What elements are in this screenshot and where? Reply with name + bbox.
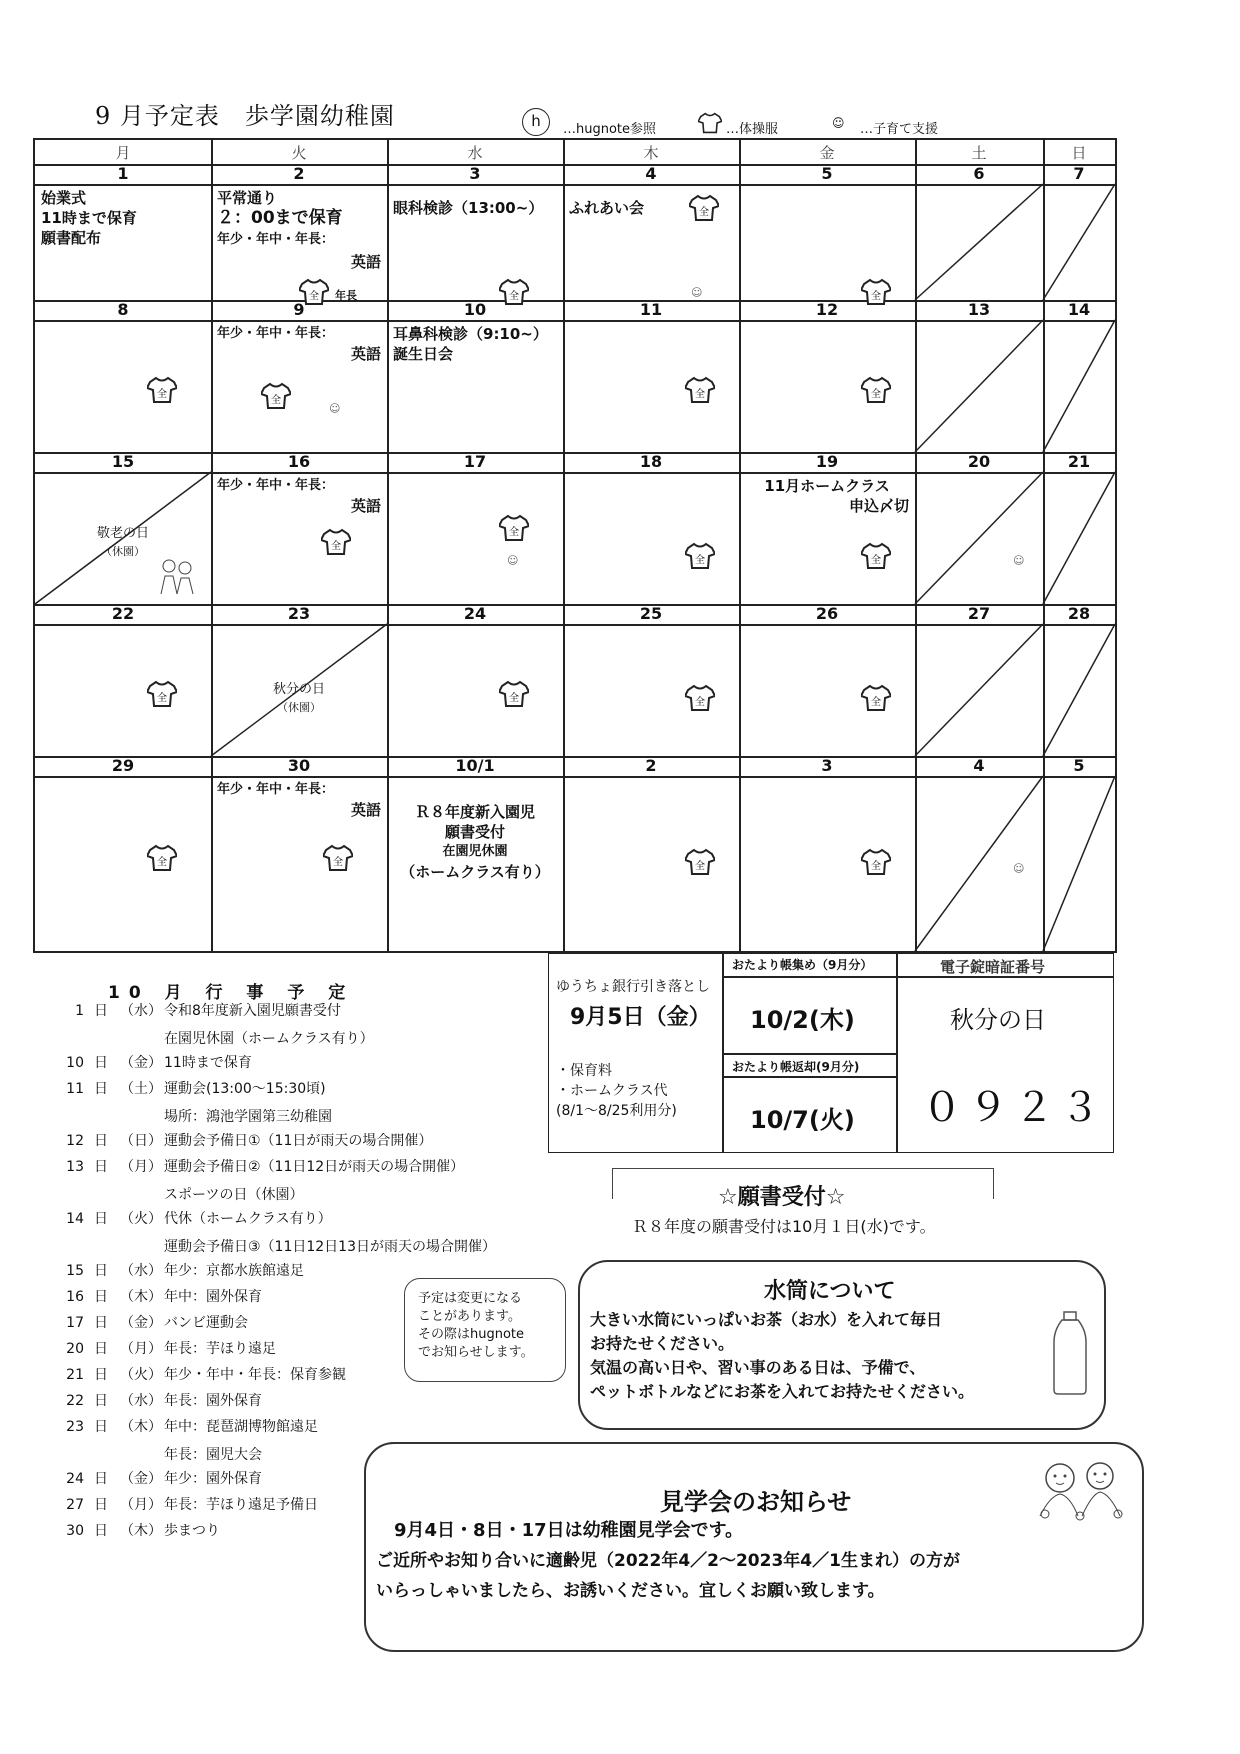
svg-text:全: 全	[157, 693, 167, 704]
weekday-header: 日	[1071, 144, 1087, 162]
event-text: 年少・年中・年長：	[217, 478, 335, 493]
october-event-row: 30 日 （木） 歩まつり	[66, 1523, 220, 1539]
tshirt-icon	[147, 680, 177, 708]
tshirt-icon	[499, 514, 529, 542]
svg-text:全: 全	[157, 857, 167, 868]
lock-code: ０９２３	[922, 1085, 1106, 1131]
date-number: 10/1	[455, 756, 495, 775]
change-note: 予定は変更になる ことがあります。 その際はhugnote でお知らせします。	[418, 1291, 534, 1360]
date-number: 29	[111, 756, 135, 775]
legend-uniform: …体操服	[726, 122, 779, 137]
date-number: 25	[639, 604, 663, 623]
smile-icon: ☺	[507, 554, 519, 567]
october-event-row: 20 日 （月） 年長：芋ほり遠足	[66, 1341, 276, 1357]
tshirt-icon	[299, 278, 329, 306]
date-number: 21	[1067, 452, 1091, 471]
application-text: Ｒ８年度の願書受付は10月１日(水)です。	[632, 1217, 936, 1236]
bank-item-fee: ・保育料	[556, 1063, 612, 1079]
svg-text:全: 全	[871, 291, 881, 302]
svg-text:全: 全	[309, 291, 319, 302]
otayori-return-label: おたより帳返却(9月分)	[732, 1060, 860, 1074]
application-title: ☆願書受付☆	[718, 1185, 846, 1210]
weekday-header: 水	[467, 144, 483, 162]
tour-line3: いらっしゃいましたら、お誘いください。宜しくお願い致します。	[376, 1581, 885, 1601]
event-text: 願書配布	[41, 229, 102, 247]
smile-icon: ☺	[691, 286, 703, 299]
holiday-strike	[915, 624, 1043, 756]
calendar-grid	[33, 138, 1117, 953]
smile-icon: ☺	[1013, 862, 1025, 875]
smile-icon: ☺	[832, 116, 845, 130]
water-title: 水筒について	[764, 1279, 896, 1304]
svg-text:全: 全	[157, 389, 167, 400]
october-event-row: 27 日 （月） 年長：芋ほり遠足予備日	[66, 1497, 318, 1513]
tshirt-icon	[861, 376, 891, 404]
legend-hugnote: …hugnote参照	[563, 122, 657, 137]
holiday-strike	[915, 320, 1043, 452]
hugnote-icon: h	[522, 108, 550, 136]
tshirt-icon	[861, 542, 891, 570]
tshirt-icon	[147, 376, 177, 404]
tshirt-icon	[321, 528, 351, 556]
bottle-icon	[1050, 1310, 1090, 1396]
tshirt-icon	[499, 680, 529, 708]
event-text: 年長	[335, 289, 357, 302]
svg-text:全: 全	[271, 395, 281, 406]
october-event-continuation: 在園児休園（ホームクラス有り）	[164, 1031, 374, 1047]
tshirt-icon	[861, 848, 891, 876]
otayori-return-date: 10/7(火)	[750, 1106, 855, 1134]
smile-icon: ☺	[329, 402, 341, 415]
holiday-strike	[915, 472, 1043, 604]
weekday-header: 木	[643, 144, 659, 162]
svg-text:全: 全	[509, 527, 519, 538]
october-schedule-title: 10 月 行 事 予 定	[108, 983, 355, 1003]
date-number: 11	[639, 300, 663, 319]
october-event-row: 13 日 （月） 運動会予備日②（11日12日が雨天の場合開催）	[66, 1159, 465, 1175]
holiday-strike	[1043, 184, 1115, 300]
date-number: 14	[1067, 300, 1091, 319]
smile-icon: ☺	[1013, 554, 1025, 567]
date-number: 5	[821, 164, 833, 183]
event-text: 年少・年中・年長：	[217, 232, 335, 247]
date-number: 8	[117, 300, 129, 319]
bank-date: 9月5日（金）	[570, 1005, 711, 1030]
event-text: 耳鼻科検診（9:10~）	[393, 325, 548, 343]
lock-holiday: 秋分の日	[950, 1006, 1046, 1034]
october-event-row: 1 日 （水） 令和8年度新入園児願書受付	[75, 1003, 341, 1019]
holiday-strike	[1043, 320, 1115, 452]
event-text: ２：00まで保育	[217, 208, 343, 228]
event-text: （休園）	[101, 545, 145, 558]
event-text: 申込〆切	[848, 497, 909, 515]
october-event-row: 10 日 （金） 11時まで保育	[66, 1055, 252, 1071]
weekday-header: 金	[819, 144, 835, 162]
date-number: 16	[287, 452, 311, 471]
bank-item-period: (8/1～8/25利用分)	[556, 1103, 677, 1119]
event-text: Ｒ８年度新入園児	[414, 803, 535, 821]
bank-label: ゆうちょ銀行引き落とし	[556, 979, 710, 995]
october-event-row: 24 日 （金） 年少：園外保育	[66, 1471, 262, 1487]
date-number: 10	[463, 300, 487, 319]
event-text: （休園）	[277, 701, 321, 714]
svg-text:全: 全	[331, 541, 341, 552]
date-number: 17	[463, 452, 487, 471]
date-number: 4	[645, 164, 657, 183]
otayori-collect-date: 10/2(木)	[750, 1006, 855, 1034]
svg-text:全: 全	[333, 857, 343, 868]
october-event-continuation: 場所：鴻池学園第三幼稚園	[164, 1109, 332, 1125]
tshirt-icon	[147, 844, 177, 872]
tshirt-icon	[499, 278, 529, 306]
svg-text:全: 全	[695, 861, 705, 872]
holiday-strike	[1043, 624, 1115, 756]
date-number: 1	[117, 164, 129, 183]
page-title: 9 月予定表 歩学園幼稚園	[95, 102, 395, 130]
october-event-row: 22 日 （水） 年長：園外保育	[66, 1393, 262, 1409]
tshirt-icon	[261, 382, 291, 410]
event-text: （ホームクラス有り）	[400, 863, 550, 881]
date-number: 19	[815, 452, 839, 471]
svg-text:全: 全	[699, 207, 709, 218]
date-number: 7	[1073, 164, 1085, 183]
event-text: 英語	[350, 253, 381, 271]
svg-text:全: 全	[871, 555, 881, 566]
event-text: 平常通り	[217, 189, 278, 207]
svg-text:全: 全	[871, 389, 881, 400]
event-text: 始業式	[41, 189, 87, 207]
tshirt-icon	[685, 376, 715, 404]
svg-text:全: 全	[871, 697, 881, 708]
tshirt-icon	[861, 684, 891, 712]
october-event-row: 23 日 （木） 年中：琵琶湖博物館遠足	[66, 1419, 318, 1435]
date-number: 6	[973, 164, 985, 183]
date-number: 20	[967, 452, 991, 471]
holiday-strike	[915, 184, 1043, 300]
lock-label: 電子錠暗証番号	[940, 958, 1046, 976]
tshirt-icon	[685, 542, 715, 570]
date-number: 15	[111, 452, 135, 471]
event-text: 在園児休園	[442, 844, 508, 859]
date-number: 28	[1067, 604, 1091, 623]
weekday-header: 火	[291, 144, 307, 162]
date-number: 18	[639, 452, 663, 471]
date-number: 9	[293, 300, 305, 319]
date-number: 2	[293, 164, 305, 183]
event-text: 英語	[350, 497, 381, 515]
date-number: 3	[821, 756, 833, 775]
event-text: 11月ホームクラス	[764, 477, 890, 495]
event-text: 11時まで保育	[41, 209, 137, 227]
date-number: 27	[967, 604, 991, 623]
event-text: 秋分の日	[272, 682, 325, 697]
otayori-collect-label: おたより帳集め（9月分）	[732, 958, 873, 972]
date-number: 22	[111, 604, 135, 623]
svg-text:全: 全	[509, 693, 519, 704]
date-number: 30	[287, 756, 311, 775]
event-text: 眼科検診（13:00~）	[393, 199, 544, 217]
october-event-row: 16 日 （木） 年中：園外保育	[66, 1289, 262, 1305]
svg-text:全: 全	[509, 291, 519, 302]
october-event-row: 21 日 （火） 年少・年中・年長：保育参観	[66, 1367, 346, 1383]
date-number: 3	[469, 164, 481, 183]
date-number: 4	[973, 756, 985, 775]
date-number: 24	[463, 604, 487, 623]
svg-text:全: 全	[695, 555, 705, 566]
grandparents-illustration	[157, 556, 197, 596]
tour-title: 見学会のお知らせ	[660, 1488, 852, 1516]
weekday-header: 月	[115, 144, 131, 162]
weekday-header: 土	[971, 144, 987, 162]
date-number: 26	[815, 604, 839, 623]
date-number: 5	[1073, 756, 1085, 775]
october-event-continuation: スポーツの日（休園）	[164, 1187, 304, 1203]
october-event-row: 12 日 （日） 運動会予備日①（11日が雨天の場合開催）	[66, 1133, 433, 1149]
holiday-strike	[1043, 472, 1115, 604]
event-text: 年少・年中・年長：	[217, 782, 335, 797]
tshirt-icon	[685, 684, 715, 712]
svg-text:全: 全	[695, 389, 705, 400]
tshirt-icon	[861, 278, 891, 306]
water-text: 大きい水筒にいっぱいお茶（お水）を入れて毎日 お持たせください。 気温の高い日や、習い事のある日は、予備で、 ペットボトルなどにお茶を入れてお持たせください。	[590, 1310, 975, 1401]
october-event-row: 14 日 （火） 代休（ホームクラス有り）	[66, 1211, 332, 1227]
tshirt-icon	[323, 844, 353, 872]
bank-item-homeclass: ・ホームクラス代	[556, 1083, 668, 1099]
date-number: 13	[967, 300, 991, 319]
tshirt-icon	[698, 112, 722, 134]
svg-text:全: 全	[695, 697, 705, 708]
october-event-row: 15 日 （水） 年少：京都水族館遠足	[66, 1263, 304, 1279]
date-number: 23	[287, 604, 311, 623]
event-text: 願書受付	[444, 823, 505, 841]
october-event-row: 11 日 （土） 運動会(13:00～15:30頃)	[66, 1081, 326, 1097]
tour-line1: 9月4日・8日・17日は幼稚園見学会です。	[394, 1520, 744, 1541]
tour-line2: ご近所やお知り合いに適齢児（2022年4／2～2023年4／1生まれ）の方が	[376, 1551, 960, 1571]
event-text: 年少・年中・年長：	[217, 326, 335, 341]
event-text: ふれあい会	[569, 199, 645, 217]
event-text: 誕生日会	[393, 345, 454, 363]
event-text: 英語	[350, 345, 381, 363]
holiday-strike	[1043, 776, 1115, 951]
date-number: 2	[645, 756, 657, 775]
october-event-row: 17 日 （金） バンビ運動会	[66, 1315, 248, 1331]
tshirt-icon	[685, 848, 715, 876]
october-event-continuation: 年長：園児大会	[164, 1447, 262, 1463]
legend-support: …子育て支援	[860, 122, 939, 137]
event-text: 英語	[350, 801, 381, 819]
date-number: 12	[815, 300, 839, 319]
svg-text:全: 全	[871, 861, 881, 872]
event-text: 敬老の日	[96, 526, 149, 541]
children-illustration	[1030, 1452, 1130, 1522]
october-event-continuation: 運動会予備日③（11日12日13日が雨天の場合開催）	[164, 1239, 496, 1255]
